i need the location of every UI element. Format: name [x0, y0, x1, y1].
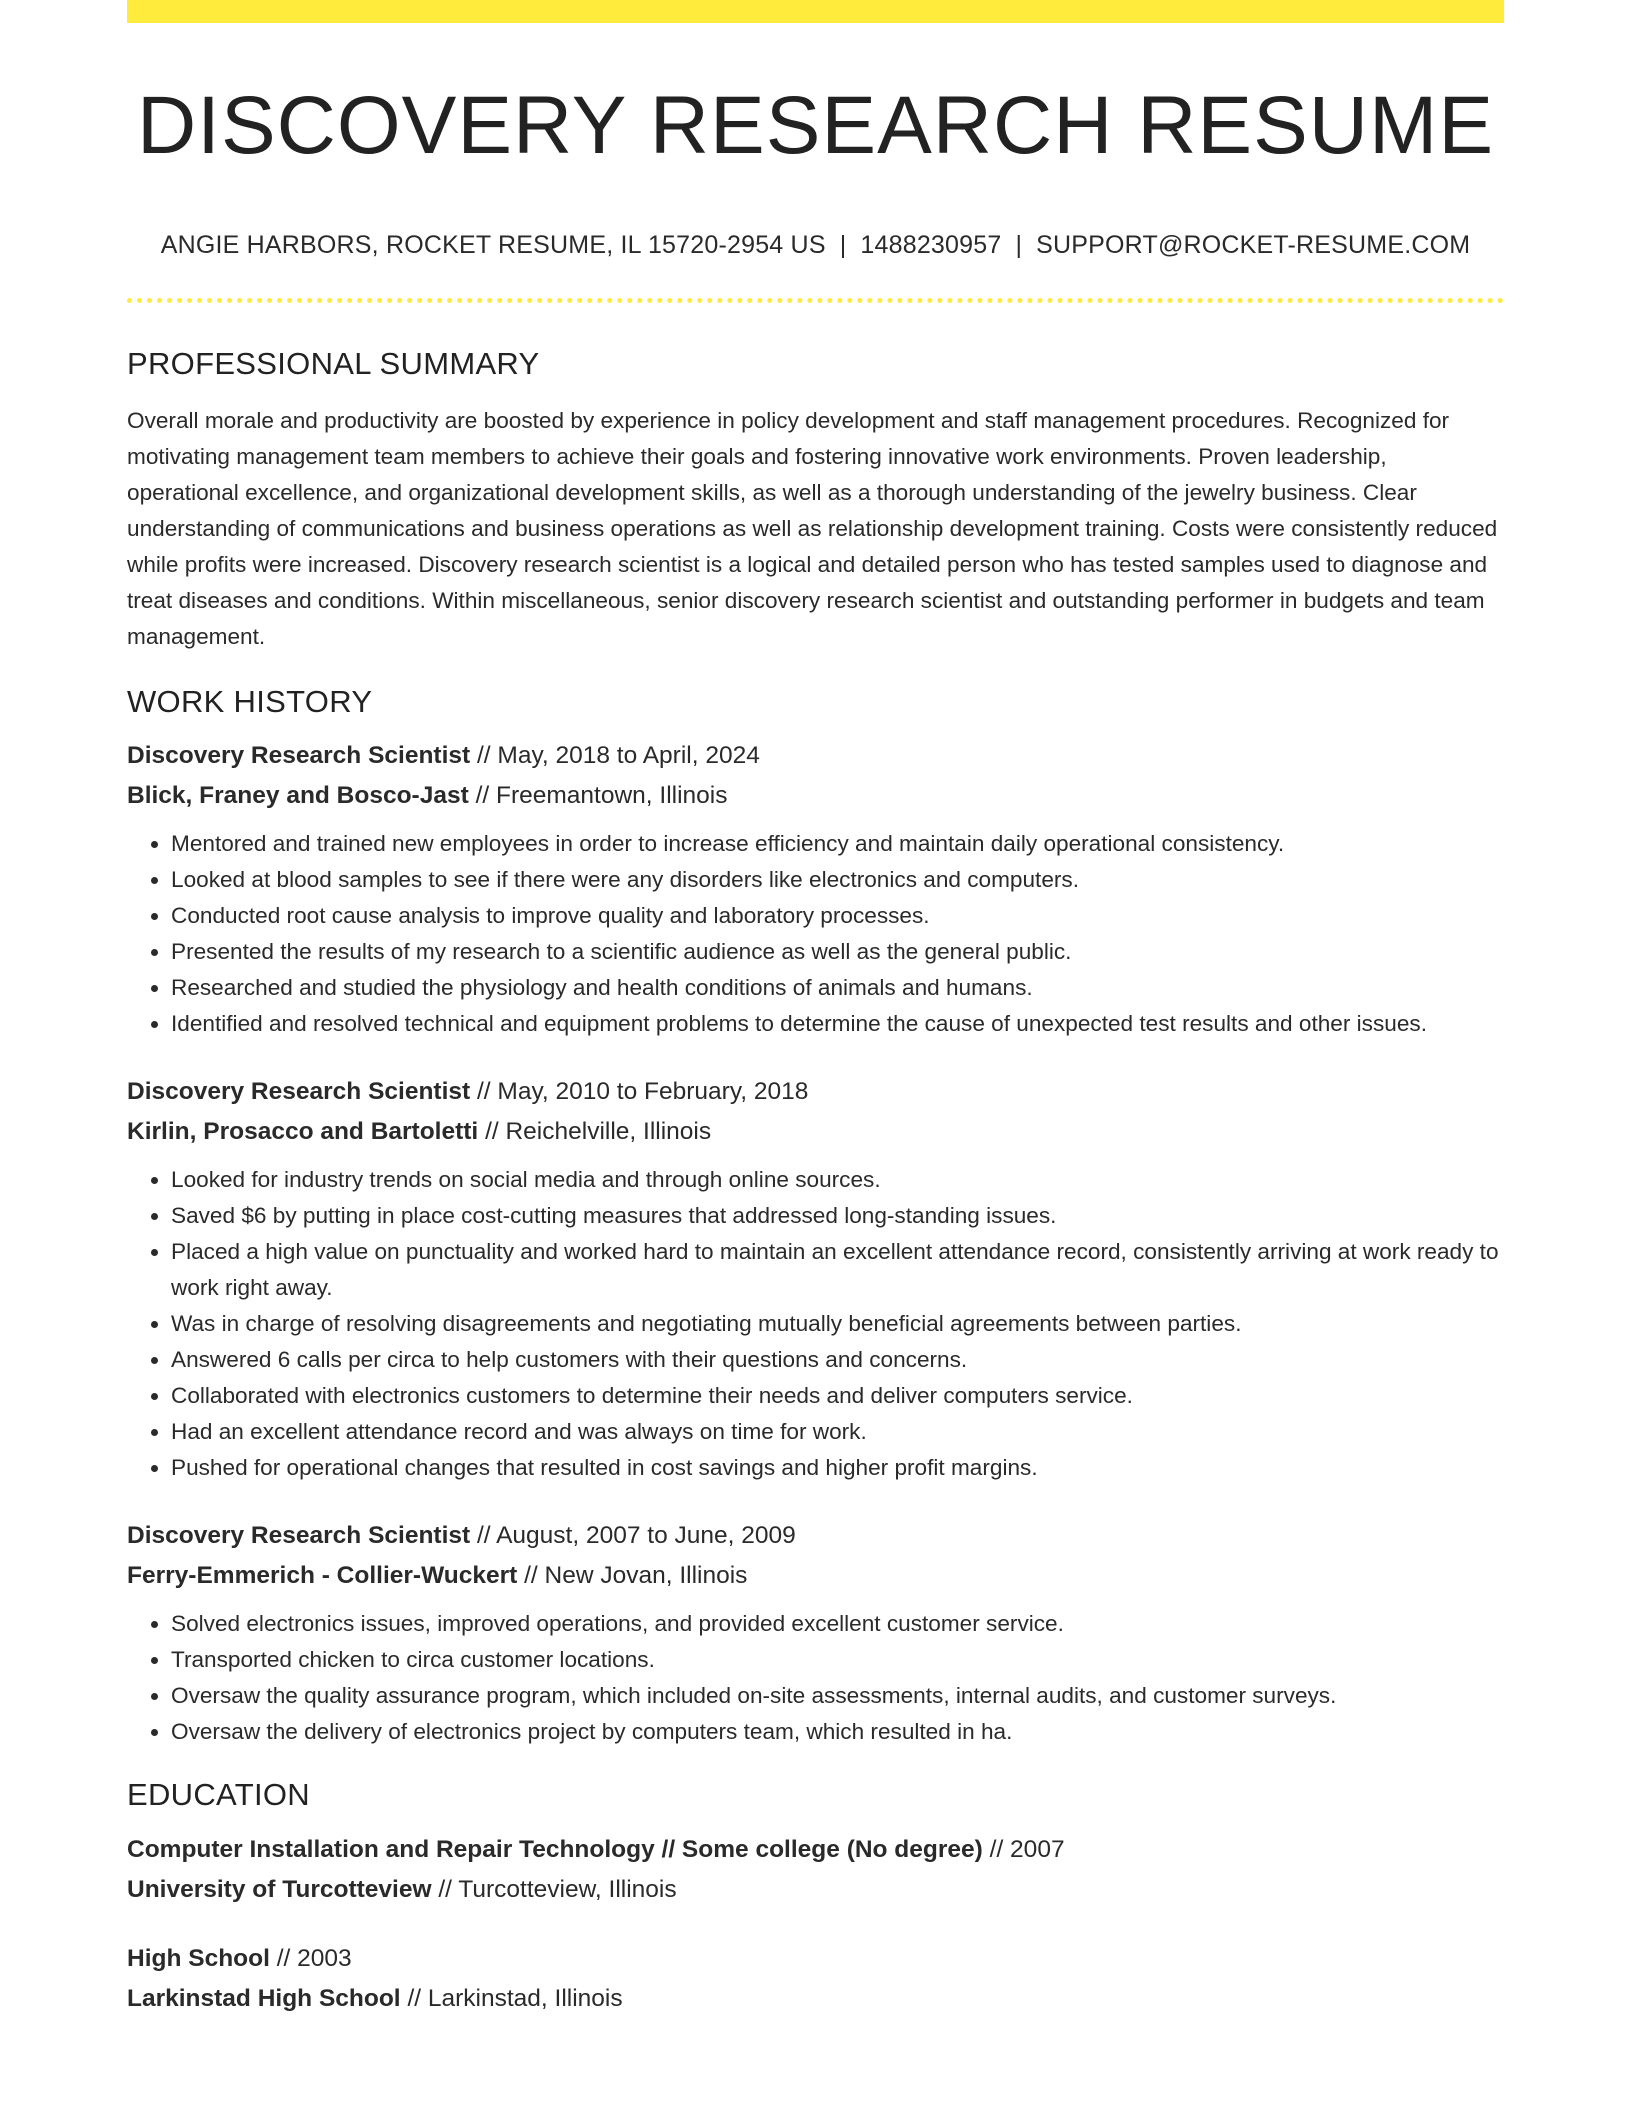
job-bullet: • Identified and resolved technical and equipment problems to determine the cause of unexpected test results and other issues. [171, 1006, 1504, 1042]
education-year: // 2003 [276, 1944, 352, 1972]
education-school-line [127, 1870, 1504, 1910]
education-school: University of Turcotteview [127, 1875, 432, 1903]
job-title-line [127, 1072, 1504, 1112]
job-dates: // May, 2018 to April, 2024 [477, 742, 760, 770]
education-degree: Computer Installation and Repair Technology // Some college (No degree) [127, 1835, 983, 1863]
job-location: // Reichelville, Illinois [485, 1118, 712, 1146]
education-year: // 2007 [989, 1835, 1065, 1863]
education-school-line [127, 1979, 1504, 2019]
education-degree-line [127, 1830, 1504, 1870]
contact-separator: | [1015, 231, 1023, 260]
job-bullet: • Looked at blood samples to see if there were any disorders like electronics and computers. [171, 862, 1504, 898]
education-degree-line [127, 1939, 1504, 1979]
job-bullet: • Transported chicken to circa customer locations. [171, 1642, 1504, 1678]
summary-text: Overall morale and productivity are boosted by experience in policy development and staff management procedures. Recognized for motivating management team members to achieve their goals and fostering innovative work environments. Proven leadership, operational excellence, and organizational development skills, as well as a thorough understanding of the jewelry business. Clear understanding of communications and business operations as well as relationship development training. Costs were consistently reduced while profits were increased. Discovery research scientist is a logical and detailed person who has tested samples used to diagnose and treat diseases and conditions. Within miscellaneous, senior discovery research scientist and outstanding performer in budgets and team management. [127, 408, 1498, 650]
job-title: Discovery Research Scientist [127, 1522, 471, 1550]
job-dates: // May, 2010 to February, 2018 [477, 1078, 809, 1106]
job-location: // New Jovan, Illinois [524, 1562, 748, 1590]
section-heading-work-history: WORK HISTORY [127, 684, 373, 720]
job-bullet: • Oversaw the delivery of electronics project by computers team, which resulted in ha. [171, 1714, 1504, 1750]
job-bullet: • Answered 6 calls per circa to help customers with their questions and concerns. [171, 1342, 1504, 1378]
job-title-line [127, 736, 1504, 776]
resume-title: DISCOVERY RESEARCH RESUME [136, 80, 1495, 171]
job-bullet: • Oversaw the quality assurance program, which included on-site assessments, internal audits, and customer surveys. [171, 1678, 1504, 1714]
contact-line [127, 231, 1504, 260]
job-title-line [127, 1516, 1504, 1556]
job-title: Discovery Research Scientist [127, 742, 471, 770]
education-school: Larkinstad High School [127, 1984, 401, 2012]
job-bullet: • Pushed for operational changes that resulted in cost savings and higher profit margins. [171, 1450, 1504, 1486]
job-bullet: • Was in charge of resolving disagreements and negotiating mutually beneficial agreements between parties. [171, 1306, 1504, 1342]
education-location: // Larkinstad, Illinois [407, 1984, 623, 2012]
job-dates: // August, 2007 to June, 2009 [477, 1522, 796, 1550]
job-bullet: • Conducted root cause analysis to improve quality and laboratory processes. [171, 898, 1504, 934]
education-degree: High School [127, 1944, 270, 1972]
job-title: Discovery Research Scientist [127, 1078, 471, 1106]
summary-section [127, 345, 1504, 655]
contact-separator: | [839, 231, 847, 260]
job-bullet: • Collaborated with electronics customers to determine their needs and deliver computers service. [171, 1378, 1504, 1414]
job-bullet: • Solved electronics issues, improved operations, and provided excellent customer service. [171, 1606, 1504, 1642]
top-accent-bar [127, 0, 1504, 23]
job-entry [127, 1072, 1504, 1486]
job-bullets [127, 1606, 1504, 1750]
education-entry [127, 1939, 1504, 2019]
job-bullet: • Mentored and trained new employees in order to increase efficiency and maintain daily operational consistency. [171, 826, 1504, 862]
resume-page [127, 0, 1504, 2019]
education-section [127, 1776, 1504, 2018]
job-entry [127, 1516, 1504, 1750]
job-company: Blick, Franey and Bosco-Jast [127, 782, 469, 810]
education-entry [127, 1830, 1504, 1910]
work-history-section [127, 683, 1504, 1750]
contact-address: ANGIE HARBORS, ROCKET RESUME, IL 15720-2954 US [160, 231, 826, 260]
job-company-line [127, 1556, 1504, 1596]
job-bullet: • Looked for industry trends on social media and through online sources. [171, 1162, 1504, 1198]
job-company-line [127, 1112, 1504, 1152]
job-company: Ferry-Emmerich - Collier-Wuckert [127, 1562, 518, 1590]
job-location: // Freemantown, Illinois [475, 782, 728, 810]
dotted-divider [127, 298, 1504, 303]
job-bullet: • Presented the results of my research to a scientific audience as well as the general public. [171, 934, 1504, 970]
job-bullet: • Researched and studied the physiology and health conditions of animals and humans. [171, 970, 1504, 1006]
job-company-line [127, 776, 1504, 816]
job-entry [127, 736, 1504, 1042]
education-location: // Turcotteview, Illinois [438, 1875, 677, 1903]
job-company: Kirlin, Prosacco and Bartoletti [127, 1118, 479, 1146]
job-bullet: • Had an excellent attendance record and was always on time for work. [171, 1414, 1504, 1450]
contact-email: SUPPORT@ROCKET-RESUME.COM [1036, 231, 1471, 260]
job-bullet: • Saved $6 by putting in place cost-cutting measures that addressed long-standing issues. [171, 1198, 1504, 1234]
contact-phone: 1488230957 [860, 231, 1002, 260]
job-bullets [127, 1162, 1504, 1486]
job-bullets [127, 826, 1504, 1042]
job-bullet: • Placed a high value on punctuality and worked hard to maintain an excellent attendance record, consistently arriving at work ready to work right away. [171, 1234, 1504, 1306]
section-heading-summary: PROFESSIONAL SUMMARY [127, 346, 540, 382]
section-heading-education: EDUCATION [127, 1777, 310, 1813]
